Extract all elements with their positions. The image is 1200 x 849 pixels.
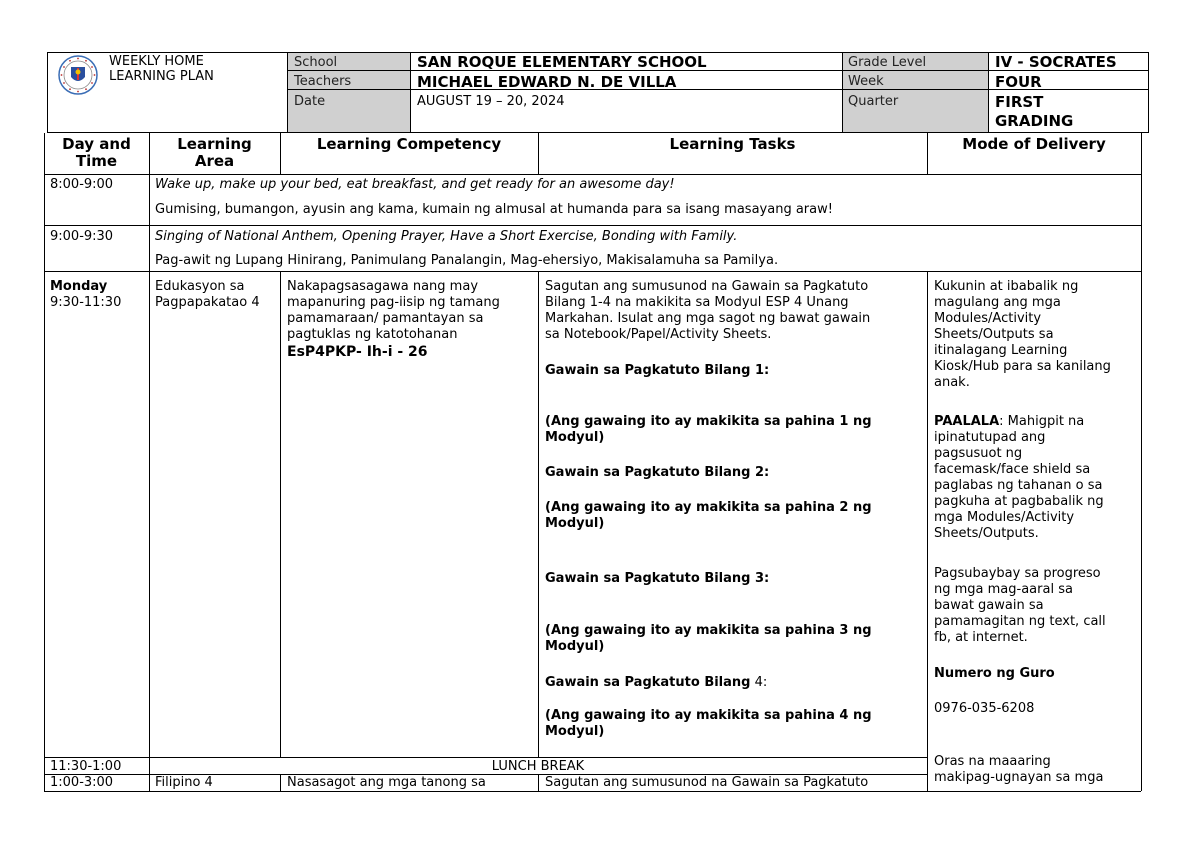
divider	[411, 89, 843, 90]
date-value: AUGUST 19 – 20, 2024	[417, 94, 565, 109]
divider	[843, 70, 989, 71]
routine-english-1: Wake up, make up your bed, eat breakfast, and get ready for an awesome day!	[155, 177, 675, 192]
afternoon-time: 1:00-3:00	[50, 775, 114, 790]
col-divider	[538, 774, 539, 791]
afternoon-area: Filipino 4	[155, 775, 213, 790]
tasks-intro-line: Bilang 1-4 na makikita sa Modyul ESP 4 Unang	[545, 295, 849, 310]
school-value: SAN ROQUE ELEMENTARY SCHOOL	[417, 53, 707, 71]
col-divider	[149, 271, 150, 791]
monday-day: Monday	[50, 279, 108, 294]
oras-line: Oras na maaaring	[934, 754, 1051, 769]
gawain-4-ref	[545, 708, 925, 740]
col-header-day-time-line2: Time	[75, 152, 118, 170]
week-label: Week	[848, 74, 884, 89]
ref-line: Modyul)	[545, 516, 605, 531]
grade-value: IV - SOCRATES	[995, 53, 1117, 71]
doc-title-line2: LEARNING PLAN	[109, 69, 214, 84]
monitor-line: pamamagitan ng text, call	[934, 614, 1106, 629]
lunch-break-label: LUNCH BREAK	[491, 759, 585, 774]
col-divider	[538, 271, 539, 757]
delivery-line: Modules/Activity	[934, 311, 1042, 326]
row-divider	[44, 174, 1141, 175]
teachers-label: Teachers	[294, 74, 352, 89]
teachers-value: MICHAEL EDWARD N. DE VILLA	[417, 73, 677, 91]
header-value-column-2	[989, 52, 1149, 133]
gawain-1: Gawain sa Pagkatuto Bilang 1:	[545, 363, 770, 378]
school-label: School	[294, 55, 338, 70]
ref-line: (Ang gawaing ito ay makikita sa pahina 4 ng	[545, 708, 872, 723]
col-divider	[927, 271, 928, 791]
delivery-line: itinalagang Learning	[934, 343, 1068, 358]
monday-time: 9:30-11:30	[50, 295, 122, 310]
col-header-tasks: Learning Tasks	[669, 135, 796, 153]
row-divider	[44, 271, 1141, 272]
col-header-day-time-line1: Day and	[62, 135, 131, 153]
monitor-line: Pagsubaybay sa progreso	[934, 566, 1101, 581]
divider	[989, 70, 1149, 71]
header-value-column	[411, 52, 843, 133]
ref-line: Modyul)	[545, 724, 605, 739]
delivery-line: Sheets/Outputs sa	[934, 327, 1054, 342]
gawain-4-label: Gawain sa Pagkatuto Bilang	[545, 675, 751, 690]
afternoon-competency: Nasasagot ang mga tanong sa	[287, 775, 486, 790]
delivery-line: Kukunin at ibabalik ng	[934, 279, 1079, 294]
lunch-time: 11:30-1:00	[50, 759, 122, 774]
divider	[843, 89, 989, 90]
col-divider	[149, 174, 150, 271]
monday-area	[155, 279, 260, 311]
routine-filipino-2: Pag-awit ng Lupang Hinirang, Panimulang Panalangin, Mag-ehersiyo, Makisalamuha sa Pamilya.	[155, 253, 779, 268]
monday-area-line2: Pagpapakatao 4	[155, 295, 260, 310]
paalala-block	[934, 414, 1139, 542]
delivery-instructions	[934, 279, 1139, 391]
afternoon-tasks: Sagutan ang sumusunod na Gawain sa Pagkatuto	[545, 775, 869, 790]
ref-line: Modyul)	[545, 639, 605, 654]
paalala-line: Sheets/Outputs.	[934, 526, 1039, 541]
competency-line: mapanuring pag-iisip ng tamang	[287, 295, 500, 310]
col-divider	[280, 774, 281, 791]
paalala-line: ipinatutupad ang	[934, 430, 1046, 445]
col-header-area-line1: Learning	[177, 135, 252, 153]
col-header-competency: Learning Competency	[316, 135, 502, 153]
gawain-3-ref	[545, 623, 925, 655]
row-divider	[44, 225, 1141, 226]
paalala-line: pagkuha at pagbabalik ng	[934, 494, 1104, 509]
deped-seal-icon	[58, 55, 98, 95]
col-header-delivery: Mode of Delivery	[962, 135, 1106, 153]
header-label-column-2	[843, 52, 989, 133]
routine-english-2: Singing of National Anthem, Opening Prayer, Have a Short Exercise, Bonding with Family.	[155, 229, 738, 244]
col-header-day-time	[44, 136, 149, 170]
week-value: FOUR	[995, 73, 1042, 91]
ref-line: Modyul)	[545, 430, 605, 445]
table-border	[44, 133, 45, 791]
monitor-line: bawat gawain sa	[934, 598, 1044, 613]
teacher-number-label: Numero ng Guro	[934, 666, 1055, 681]
row-divider	[44, 757, 927, 758]
routine-time-2: 9:00-9:30	[50, 229, 114, 244]
tasks-intro-line: sa Notebook/Papel/Activity Sheets.	[545, 327, 772, 342]
teacher-number-value: 0976-035-6208	[934, 701, 1035, 716]
monitor-line: fb, at internet.	[934, 630, 1028, 645]
quarter-label: Quarter	[848, 94, 899, 109]
paalala-line: pagsusuot ng	[934, 446, 1023, 461]
gawain-4-num: 4:	[750, 675, 768, 690]
ref-line: (Ang gawaing ito ay makikita sa pahina 1 ng	[545, 414, 872, 429]
table-border	[1141, 133, 1142, 791]
tasks-intro-line: Sagutan ang sumusunod na Gawain sa Pagkatuto	[545, 279, 869, 294]
ref-line: (Ang gawaing ito ay makikita sa pahina 2 ng	[545, 500, 872, 515]
divider	[288, 70, 411, 71]
monday-competency	[287, 279, 537, 360]
row-divider	[44, 791, 1141, 792]
doc-title-line1: WEEKLY HOME	[109, 54, 204, 69]
quarter-value-line1: FIRST	[995, 93, 1044, 111]
monitor-line: ng mga mag-aaral sa	[934, 582, 1073, 597]
grade-label: Grade Level	[848, 55, 927, 70]
date-label: Date	[294, 94, 326, 109]
paalala-line: mga Modules/Activity	[934, 510, 1075, 525]
contact-hours-block	[934, 754, 1139, 786]
gawain-2-ref	[545, 500, 925, 532]
gawain-4	[545, 675, 767, 691]
delivery-line: magulang ang mga	[934, 295, 1061, 310]
monday-area-line1: Edukasyon sa	[155, 279, 245, 294]
delivery-line: anak.	[934, 375, 970, 390]
paalala-text: : Mahigpit na	[999, 414, 1085, 429]
col-divider	[280, 271, 281, 757]
competency-line: Nakapagsasagawa nang may	[287, 279, 479, 294]
col-header-learning-area	[149, 136, 280, 170]
quarter-value-line2: GRADING	[995, 112, 1074, 130]
oras-line: makipag-ugnayan sa mga	[934, 770, 1104, 785]
divider	[989, 89, 1149, 90]
gawain-3: Gawain sa Pagkatuto Bilang 3:	[545, 571, 770, 586]
header-title-cell	[47, 52, 288, 133]
gawain-2: Gawain sa Pagkatuto Bilang 2:	[545, 465, 770, 480]
delivery-line: Kiosk/Hub para sa kanilang	[934, 359, 1111, 374]
routine-time-1: 8:00-9:00	[50, 177, 114, 192]
paalala-label: PAALALA	[934, 414, 1000, 429]
ref-line: (Ang gawaing ito ay makikita sa pahina 3 ng	[545, 623, 872, 638]
divider	[411, 70, 843, 71]
paalala-line: paglabas ng tahanan o sa	[934, 478, 1103, 493]
gawain-1-ref	[545, 414, 925, 446]
monday-tasks-intro	[545, 279, 925, 343]
competency-line: pagtuklas ng katotohanan	[287, 327, 458, 342]
competency-code: EsP4PKP- Ih-i - 26	[287, 344, 428, 360]
competency-line: pamamaraan/ pamantayan sa	[287, 311, 484, 326]
routine-filipino-1: Gumising, bumangon, ayusin ang kama, kumain ng almusal at humanda para sa isang masayang araw!	[155, 202, 833, 217]
divider	[288, 89, 411, 90]
paalala-line: facemask/face shield sa	[934, 462, 1091, 477]
header-label-column	[288, 52, 411, 133]
tasks-intro-line: Markahan. Isulat ang mga sagot ng bawat gawain	[545, 311, 871, 326]
col-header-area-line2: Area	[194, 152, 235, 170]
monitoring-block	[934, 566, 1139, 646]
